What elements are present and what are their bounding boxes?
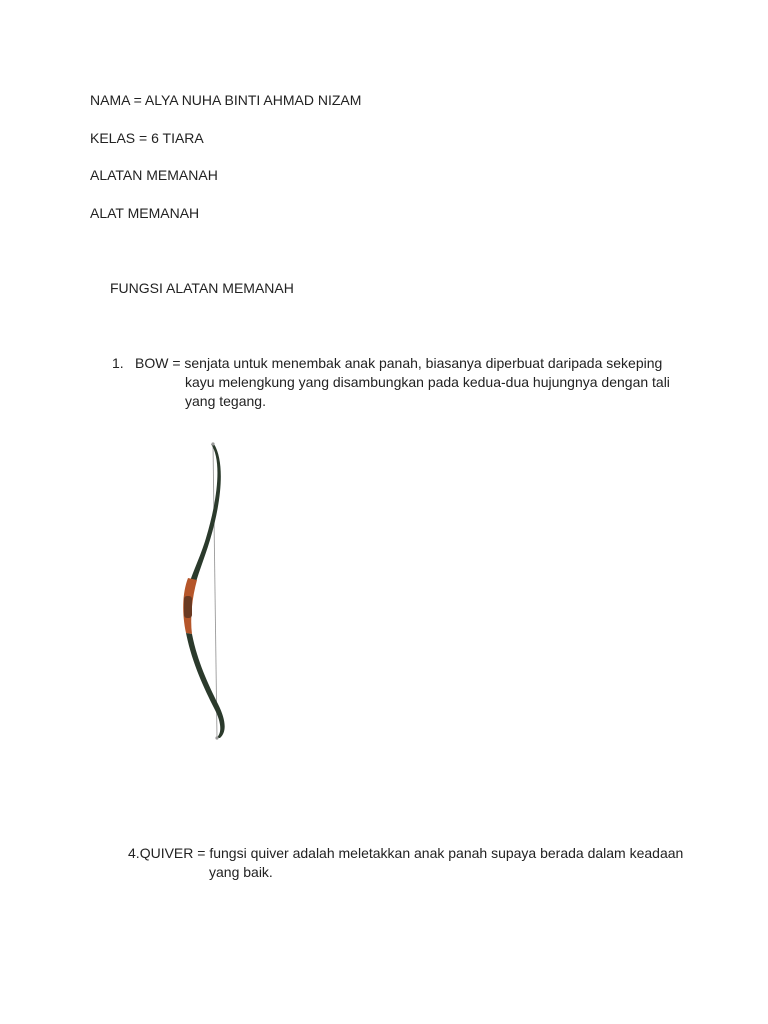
subtopic-heading: ALAT MEMANAH (90, 205, 200, 221)
bow-image (170, 438, 240, 744)
list-item-first-line: BOW = senjata untuk menembak anak panah, biasanya diperbuat daripada sekeping (135, 355, 663, 371)
bow-lower-tip (215, 736, 218, 739)
list-item-continuation (185, 373, 705, 411)
bow-grip (184, 596, 192, 618)
bow-upper-tip (211, 442, 214, 445)
list-item-line: yang baik. (209, 864, 273, 880)
section-title: FUNGSI ALATAN MEMANAH (110, 280, 294, 296)
student-name-line: NAMA = ALYA NUHA BINTI AHMAD NIZAM (90, 92, 362, 108)
list-item-first-line: QUIVER = fungsi quiver adalah meletakkan anak panah supaya berada dalam keadaan (139, 845, 684, 861)
bow-lower-limb (186, 633, 225, 738)
bow-upper-limb (188, 444, 221, 590)
topic-heading: ALATAN MEMANAH (90, 167, 218, 183)
list-item-number: 4. (128, 845, 140, 861)
list-item-quiver (128, 844, 684, 880)
class-line: KELAS = 6 TIARA (90, 130, 204, 146)
list-item-number: 1. (112, 355, 124, 371)
list-item-bow (112, 354, 670, 409)
list-item-continuation (209, 863, 273, 882)
list-item-line: yang tegang. (185, 393, 266, 409)
bow-string (213, 444, 217, 738)
list-item-line: kayu melengkung yang disambungkan pada kedua-dua hujungnya dengan tali (185, 374, 670, 390)
